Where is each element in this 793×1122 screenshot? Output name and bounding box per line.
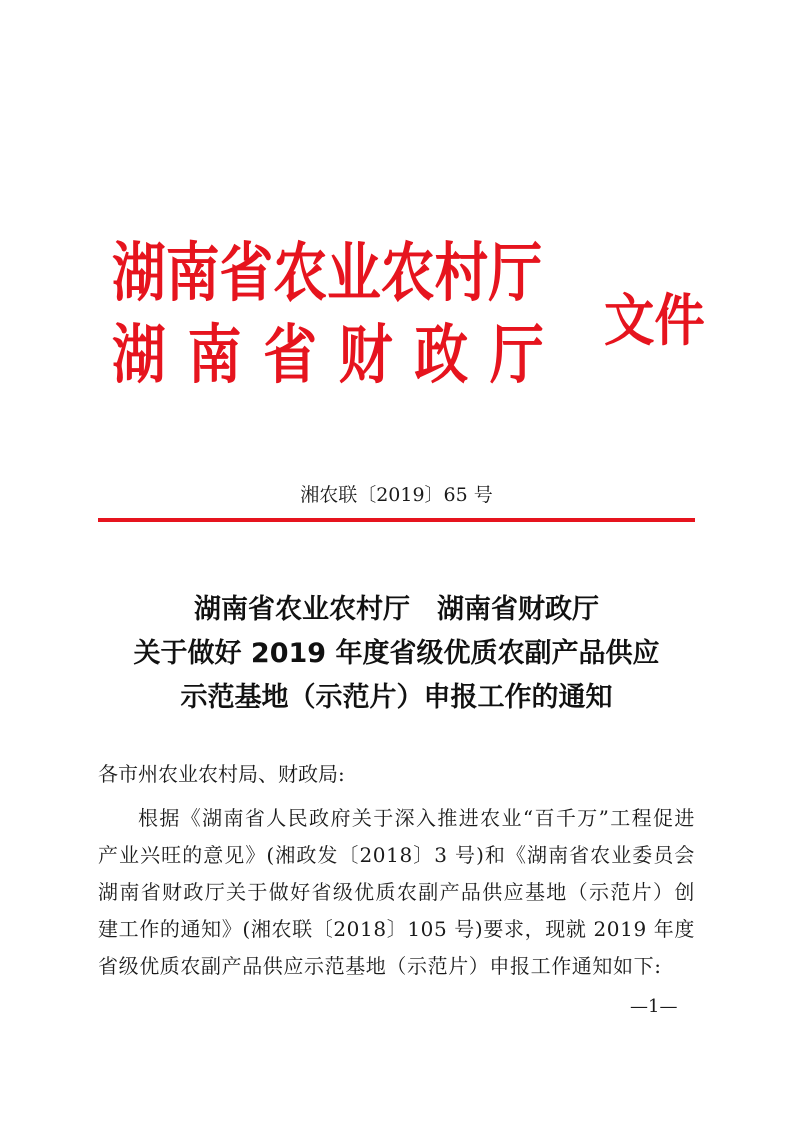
- title-line-3: 示范基地（示范片）申报工作的通知: [180, 682, 613, 713]
- issuer-agriculture-department: 湖南省农业农村厅: [112, 237, 543, 311]
- document-title: [0, 588, 793, 720]
- document-type-label: 文件: [604, 289, 705, 354]
- page-number: —1—: [630, 996, 678, 1017]
- document-header: [112, 232, 712, 412]
- title-line-1: 湖南省农业农村厅 湖南省财政厅: [194, 594, 599, 625]
- issuer-finance-department: 湖南省财政厅: [112, 319, 566, 393]
- red-separator-line: [98, 518, 695, 522]
- document-number: 湘农联〔2019〕65 号: [300, 484, 493, 506]
- salutation: 各市州农业农村局、财政局:: [98, 762, 345, 786]
- title-line-2: 关于做好 2019 年度省级优质农副产品供应: [133, 638, 660, 669]
- body-paragraph: 根据《湖南省人民政府关于深入推进农业“百千万”工程促进产业兴旺的意见》(湘政发〔2018〕3 号)和《湖南省农业委员会湖南省财政厅关于做好省级优质农副产品供应基地（示范片）创建工作的通知》(湘农联〔2018〕105 号)要求，现就 2019 年度省级优质农副产品供应示范基地（示范片）申报工作通知如下:: [98, 806, 695, 978]
